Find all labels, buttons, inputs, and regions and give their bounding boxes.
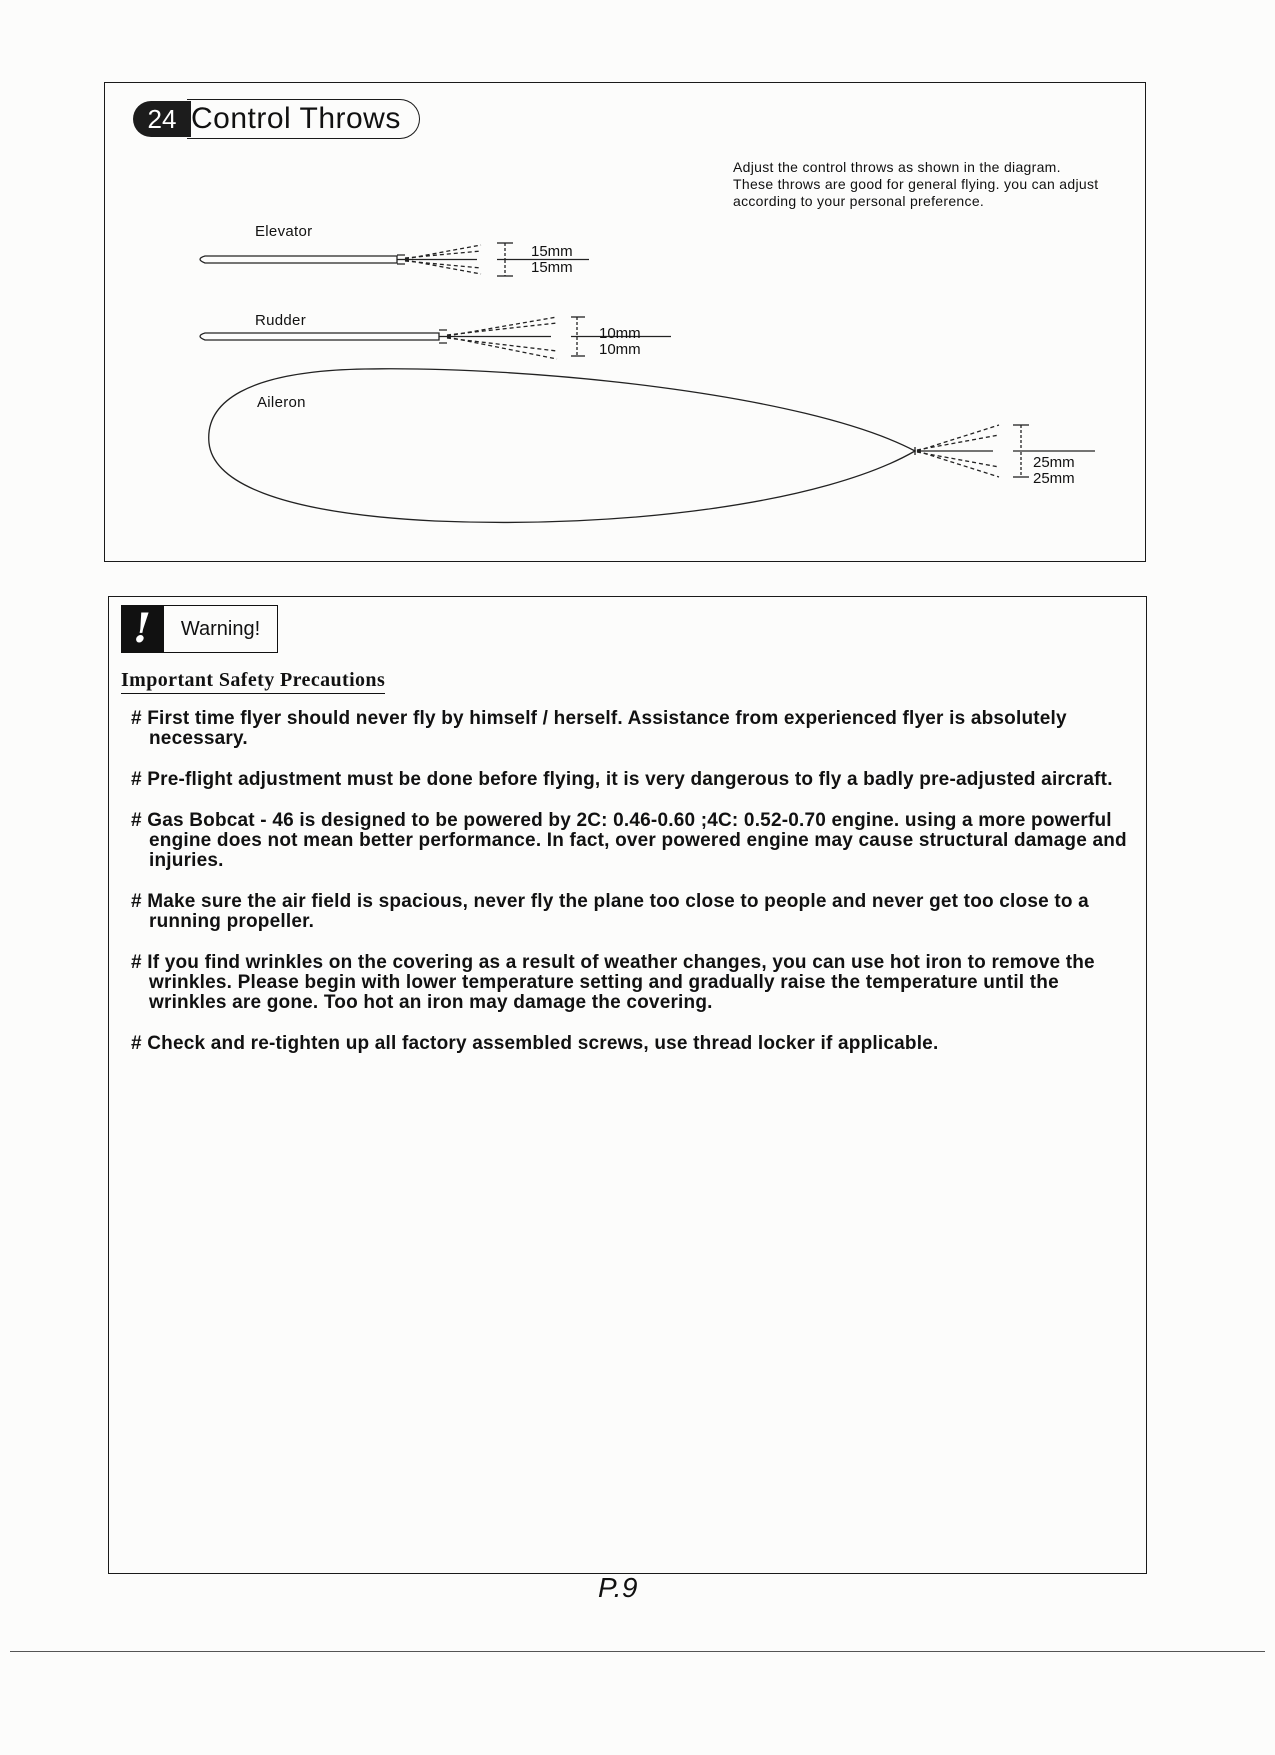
aileron-down-throw: 25mm [1033,470,1075,487]
list-item: # Gas Bobcat - 46 is designed to be powered by 2C: 0.46-0.60 ;4C: 0.52-0.70 engine. using a more powerful engine does not mean better performance. In fact, over powered engine may cause structural damage and injuries. [131,810,1127,871]
warning-label: Warning! [163,605,278,653]
page-edge-rule [10,1651,1265,1652]
page-number: P.9 [598,1572,638,1603]
elevator-down-throw: 15mm [531,259,573,276]
control-throws-section [104,82,1146,562]
list-item: # Check and re-tighten up all factory assembled screws, use thread locker if applicable. [131,1033,939,1054]
rudder-left-throw: 10mm [599,325,641,342]
safety-subheading: Important Safety Precautions [121,669,385,694]
elevator-label: Elevator [255,223,313,240]
list-item: # First time flyer should never fly by himself / herself. Assistance from experienced flyer is absolutely necessary. [131,708,1067,749]
safety-warning-section [108,596,1147,1574]
aileron-label: Aileron [257,394,306,411]
step-title: Control Throws [187,99,420,139]
exclamation-icon: ! [121,605,163,653]
rudder-label: Rudder [255,312,306,329]
rudder-right-throw: 10mm [599,341,641,358]
aileron-diagram [209,369,1095,523]
list-item: # If you find wrinkles on the covering as a result of weather changes, you can use hot iron to remove the wrinkles. Please begin with lower temperature setting and gradually raise the temperature until the wrinkles are gone. Too hot an iron may damage the covering. [131,952,1095,1013]
list-item: # Pre-flight adjustment must be done before flying, it is very dangerous to fly a badly pre-adjusted aircraft. [131,769,1113,790]
precautions-list [131,709,1131,1075]
list-item: # Make sure the air field is spacious, never fly the plane too close to people and never get too close to a running propeller. [131,891,1089,932]
instructions-text: Adjust the control throws as shown in the diagram. These throws are good for general flying. you can adjust according to your personal preference. [733,159,1099,209]
step-number: 24 [133,101,191,137]
aileron-up-throw: 25mm [1033,454,1075,471]
elevator-up-throw: 15mm [531,243,573,260]
